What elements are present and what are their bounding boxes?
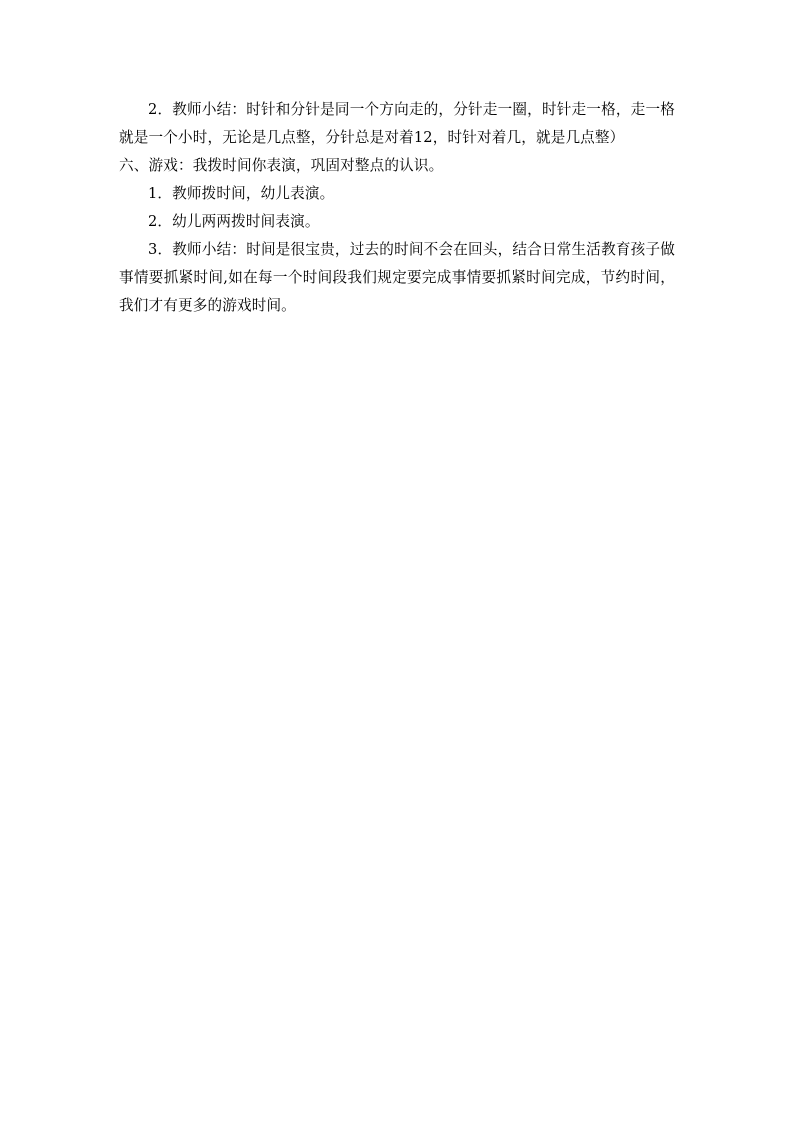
document-body [119,96,675,320]
list-item-game-step-1: 1．教师拨时间，幼儿表演。 [148,185,335,202]
paragraph-teacher-summary-clock: 2．教师小结：时针和分针是同一个方向走的，分针走一圈，时针走一格，走一格就是一个小时，无论是几点整，分针总是对着12，时针对着几，就是几点整） [119,101,675,146]
list-item-game-step-2: 2．幼儿两两拨时间表演。 [148,213,320,230]
paragraph-teacher-summary-time: 3．教师小结：时间是很宝贵，过去的时间不会在回头，结合日常生活教育孩子做事情要抓紧时间,如在每一个时间段我们规定要完成事情要抓紧时间完成，节约时间，我们才有更多的游戏时间。 [119,241,675,314]
section-heading-game: 六、游戏：我拨时间你表演，巩固对整点的认识。 [119,157,444,174]
